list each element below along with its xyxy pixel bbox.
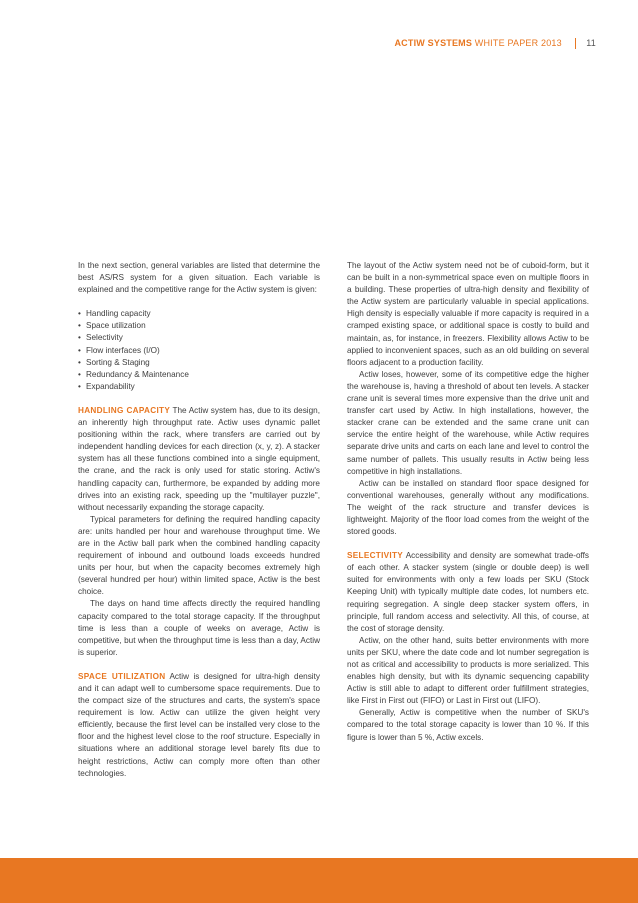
floor-paragraph: Actiw can be installed on standard floor space designed for conventional warehouses, generally without any modifications. The weight of the rack structure and transfer devices is lightweight. Majority of the floor load comes from the weight of the stored goods. xyxy=(347,478,589,537)
space-utilization-heading: SPACE UTILIZATION xyxy=(78,671,166,681)
height-paragraph: Actiw loses, however, some of its competitive edge the higher the warehouse is, having a threshold of about ten levels. A stacker crane unit is several times more expensive than the drive unit and transfer cart used by Actiw. In high installations, however, the stacker crane can be extended and the same crane unit can service the entire height of the warehouse, while Actiw requires separate drive units and carts on each lane and level to control the same number of pallets. This usually results in Actiw being less competitive in high installations. xyxy=(347,369,589,476)
layout-paragraph: The layout of the Actiw system need not be of cuboid-form, but it can be built in a non-symmetrical space even on multiple floors in a building. These properties of ultra-high density and flexibility of the Actiw system are particularly valuable in special applications. High density is especially valuable if more capacity is required in a cramped existing space, or additional space is costly to build and maintain, as, for instance, in freezers. Flexibility allows Actiw to be applied to inconvenient spaces, such as an old building on several floors adjacent to a production facility. xyxy=(347,261,589,367)
intro-paragraph: In the next section, general variables are listed that determine the best AS/RS system for a given situation. Each variable is explained and the competitive range for the Actiw system is given: xyxy=(78,261,320,295)
list-item: • Handling capacity xyxy=(78,308,320,320)
space-utilization-text: Actiw is designed for ultra-high density and it can adapt well to cumbersome space requirements. Due to the compact size of the structures and carts, the system's space requirement is low. Actiw can utilize the given height very efficiently, because the first level can be installed very close to the floor and the highest level close to the roof structure. Especially in situations where an additional storage level barely fits due to height restrictions, Actiw can comply more often than other technologies. xyxy=(78,671,320,778)
handling-capacity-heading: HANDLING CAPACITY xyxy=(78,405,171,415)
handling-capacity-text: The Actiw system has, due to its design, an inherently high throughput rate. Actiw uses dynamic pallet positioning within the rack, where transfers are carried out by independent handling devices for each direction (x, y, z). A stacker system has all these functions combined into a single equipment, the crane, and the rack is only used for static storing. Actiw's handling capacity can, furthermore, be expanded by adding more drives into an existing rack, speeding up the "multilayer puzzle", without necessarily expanding the storage capacity. xyxy=(78,405,320,512)
header-doc-title: WHITE PAPER 2013 xyxy=(474,38,562,48)
list-item: • Sorting & Staging xyxy=(78,357,320,369)
list-item: • Flow interfaces (I/O) xyxy=(78,345,320,357)
list-item: • Selectivity xyxy=(78,332,320,344)
list-item: • Redundancy & Maintenance xyxy=(78,369,320,381)
right-column xyxy=(347,260,589,744)
selectivity-paragraph-3: Generally, Actiw is competitive when the number of SKU's compared to the total storage capacity is lower than 10 %. If this figure is lower than 5 %, Actiw excels. xyxy=(347,708,589,742)
page-header xyxy=(394,38,596,49)
selectivity-paragraph xyxy=(347,550,589,635)
handling-capacity-paragraph xyxy=(78,405,320,514)
header-divider xyxy=(575,38,576,49)
space-utilization-paragraph xyxy=(78,671,320,780)
handling-paragraph-3: The days on hand time affects directly the required handling capacity compared to the total storage capacity. If the throughput time is less than a couple of weeks on average, Actiw is competitive, but when the throughput time is less than a day, Actiw is superior. xyxy=(78,599,320,657)
left-column xyxy=(78,260,320,780)
selectivity-heading: SELECTIVITY xyxy=(347,551,404,561)
page-number: 11 xyxy=(586,38,596,48)
variables-list xyxy=(78,308,320,393)
selectivity-paragraph-2: Actiw, on the other hand, suits better environments with more units per SKU, where the date code and lot number segregation is not as critical and accessibility to products is more serialized. This enables high density, but with its dynamic sequencing capability Actiw is still able to adapt to different order fulfillment strategies, like First in First out (FIFO) or Last in First out (LIFO). xyxy=(347,635,589,706)
selectivity-text: Accessibility and density are somewhat trade-offs of each other. A stacker system (single or double deep) is well suited for environments with only a few loads per SKU (Stock Keeping Unit) with typically multiple date codes, lot numbers etc. requiring segregation. A single deep stacker system offers, in principle, full random access and selectivity. All this, of course, at the cost of storage density. xyxy=(347,551,589,633)
list-item: • Space utilization xyxy=(78,320,320,332)
header-company: ACTIW SYSTEMS xyxy=(394,38,473,48)
handling-paragraph-2: Typical parameters for defining the required handling capacity are: units handled per hour and warehouse throughput time. We are in the Actiw ball park when the combined handling capacity requirement of inbound and outbound loads exceeds hundred units per hour, but when the capacity becomes extremely high (several hundred per hour) within limited space, Actiw is the best choice. xyxy=(78,514,320,597)
list-item: • Expandability xyxy=(78,381,320,393)
footer-accent-bar xyxy=(0,858,638,903)
